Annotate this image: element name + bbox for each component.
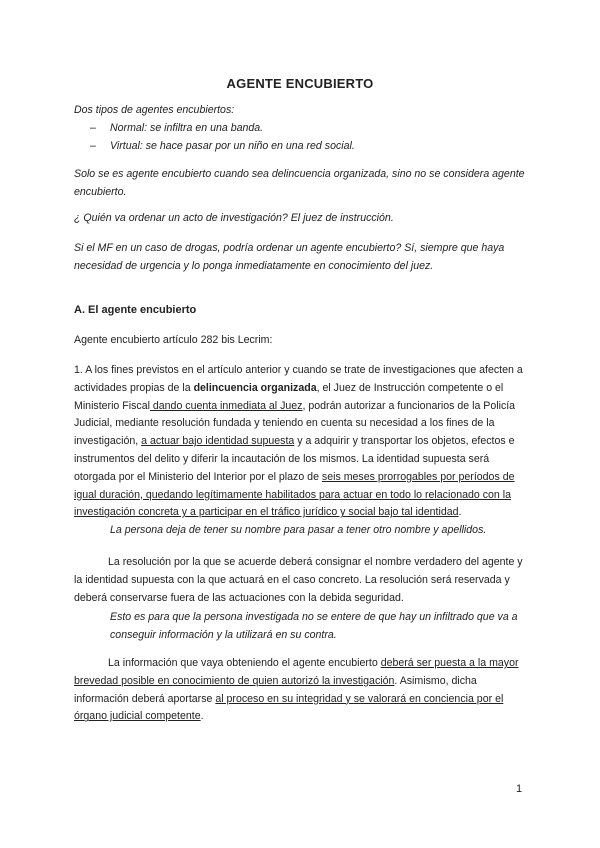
text-span: . bbox=[200, 710, 204, 723]
text-span: , el Juez de Instrucción competente o el Ministerio Fiscal bbox=[74, 381, 504, 412]
question-1: ¿ Quién va ordenar un acto de investigación? El juez de instrucción. bbox=[74, 212, 394, 224]
question-2: Si el MF en un caso de drogas, podría ordenar un agente encubierto? Sí, siempre que haya necesidad de urgencia y lo ponga inmediatamente en conocimiento del juez. bbox=[74, 242, 505, 272]
section-heading: A. El agente encubierto bbox=[74, 304, 197, 316]
comment-2: Esto es para que la persona investigada no se entere de que hay un infiltrado que va a conseguir información y la utilizará en su contra. bbox=[110, 611, 518, 641]
agent-types bbox=[74, 102, 526, 155]
page-title: AGENTE ENCUBIERTO bbox=[226, 76, 374, 91]
article-paragraph-1 bbox=[74, 362, 526, 522]
list-item: – Virtual: se hace pasar por un niño en una red social. bbox=[74, 138, 526, 156]
underline-span: seis meses prorrogables por períodos de igual duración, quedando legítimamente habilitados para actuar en todo lo relacionado con la investigación concreta y a participar en el tráfico jurídico y social bajo tal identidad bbox=[74, 470, 515, 519]
underline-span: a actuar bajo identidad supuesta bbox=[141, 435, 295, 448]
comment-1: La persona deja de tener su nombre para pasar a tener otro nombre y apellidos. bbox=[110, 524, 487, 536]
underline-span: dando cuenta inmediata al Juez bbox=[149, 399, 303, 412]
text-span: , podrán autorizar a funcionarios de la Policía Judicial, mediante resolución fundada y teniendo en cuenta su necesidad a los fines de la investigación, bbox=[74, 399, 516, 448]
types-list bbox=[74, 120, 526, 156]
text-span: . Asimismo, dicha información deberá aportarse bbox=[74, 674, 477, 705]
text-span: La información que vaya obteniendo el agente encubierto bbox=[108, 657, 381, 669]
list-item: – Normal: se infiltra en una banda. bbox=[74, 120, 526, 138]
organized-crime-note: Solo se es agente encubierto cuando sea delincuencia organizada, sino no se considera agente encubierto. bbox=[74, 168, 525, 198]
types-heading: Dos tipos de agentes encubiertos: bbox=[74, 104, 235, 116]
article-paragraph-2: La resolución por la que se acuerde deberá consignar el nombre verdadero del agente y la identidad supuesta con la que actuará en el caso concreto. La resolución será reservada y deberá conservarse fuera de las actuaciones con la debida seguridad. bbox=[74, 556, 523, 604]
article-paragraph-3 bbox=[74, 655, 526, 726]
emphasis-organized-crime: delincuencia organizada bbox=[193, 381, 317, 394]
article-reference: Agente encubierto artículo 282 bis Lecrim: bbox=[74, 334, 273, 346]
underline-span: deberá ser puesta a la mayor brevedad posible en conocimiento de quien autorizó la investigación bbox=[74, 657, 519, 687]
page-number: 1 bbox=[516, 783, 523, 795]
text-span: y a adquirir y transportar los objetos, efectos e instrumentos del delito y diferir la incautación de los mismos. La identidad supuesta será otorgada por el Ministerio del Interior por el plazo de bbox=[74, 435, 515, 483]
text-span: 1. A los fines previstos en el artículo anterior y cuando se trate de investigaciones que afecten a actividades propias de la bbox=[74, 364, 523, 394]
underline-span: al proceso en su integridad y se valorará en conciencia por el órgano judicial competente bbox=[74, 692, 504, 723]
text-span: . bbox=[458, 506, 462, 519]
